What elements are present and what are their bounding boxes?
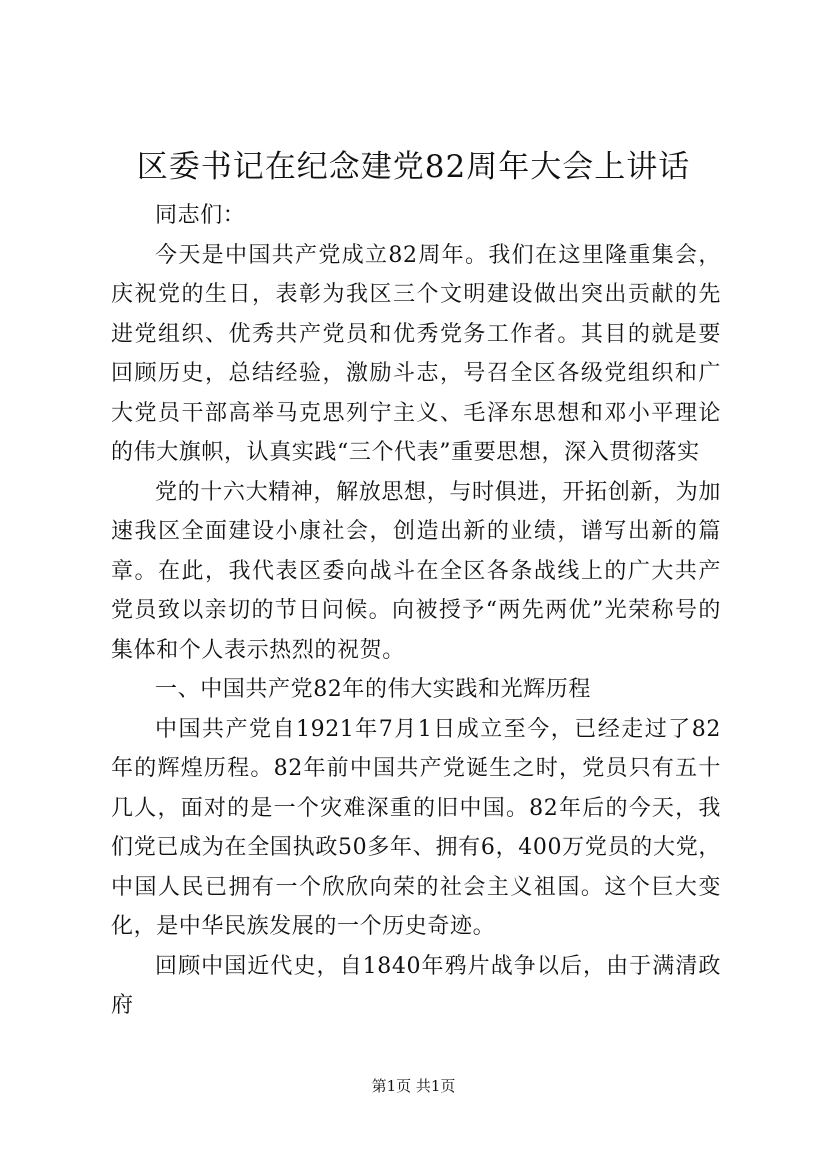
page-number-footer: 第1页 共1页: [371, 1077, 456, 1095]
paragraph-history: 中国共产党自1921年7月1日成立至今，已经走过了82年的辉煌历程。82年前中国共产党诞生之时，党员只有五十几人，面对的是一个灾难深重的旧中国。82年后的今天，我们党已成为在全国执政50多年、拥有6，400万党员的大党，中国人民已拥有一个欣欣向荣的社会主义祖国。这个巨大变化，是中华民族发展的一个历史奇迹。: [111, 716, 721, 939]
section-heading: 一、中国共产党82年的伟大实践和光辉历程: [155, 677, 591, 702]
paragraph-modern-history: 回顾中国近代史，自1840年鸦片战争以后，由于满清政府: [111, 953, 721, 1018]
paragraph-greeting: 党的十六大精神，解放思想，与时俱进，开拓创新，为加速我区全面建设小康社会，创造出新的业绩，谱写出新的篇章。在此，我代表区委向战斗在全区各条战线上的广大共产党员致以亲切的节日问候。向被授予“两先两优”光荣称号的集体和个人表示热烈的祝贺。: [111, 479, 721, 663]
paragraph-opening: 今天是中国共产党成立82周年。我们在这里隆重集会，庆祝党的生日，表彰为我区三个文明建设做出突出贡献的先进党组织、优秀共产党员和优秀党务工作者。其目的就是要回顾历史，总结经验，激励斗志，号召全区各级党组织和广大党员干部高举马克思列宁主义、毛泽东思想和邓小平理论的伟大旗帜，认真实践“三个代表”重要思想，深入贯彻落实: [111, 242, 721, 465]
document-title: 区委书记在纪念建党82周年大会上讲话: [136, 149, 691, 185]
document-body: [111, 196, 721, 1026]
paragraph-salutation: 同志们：: [155, 203, 246, 228]
